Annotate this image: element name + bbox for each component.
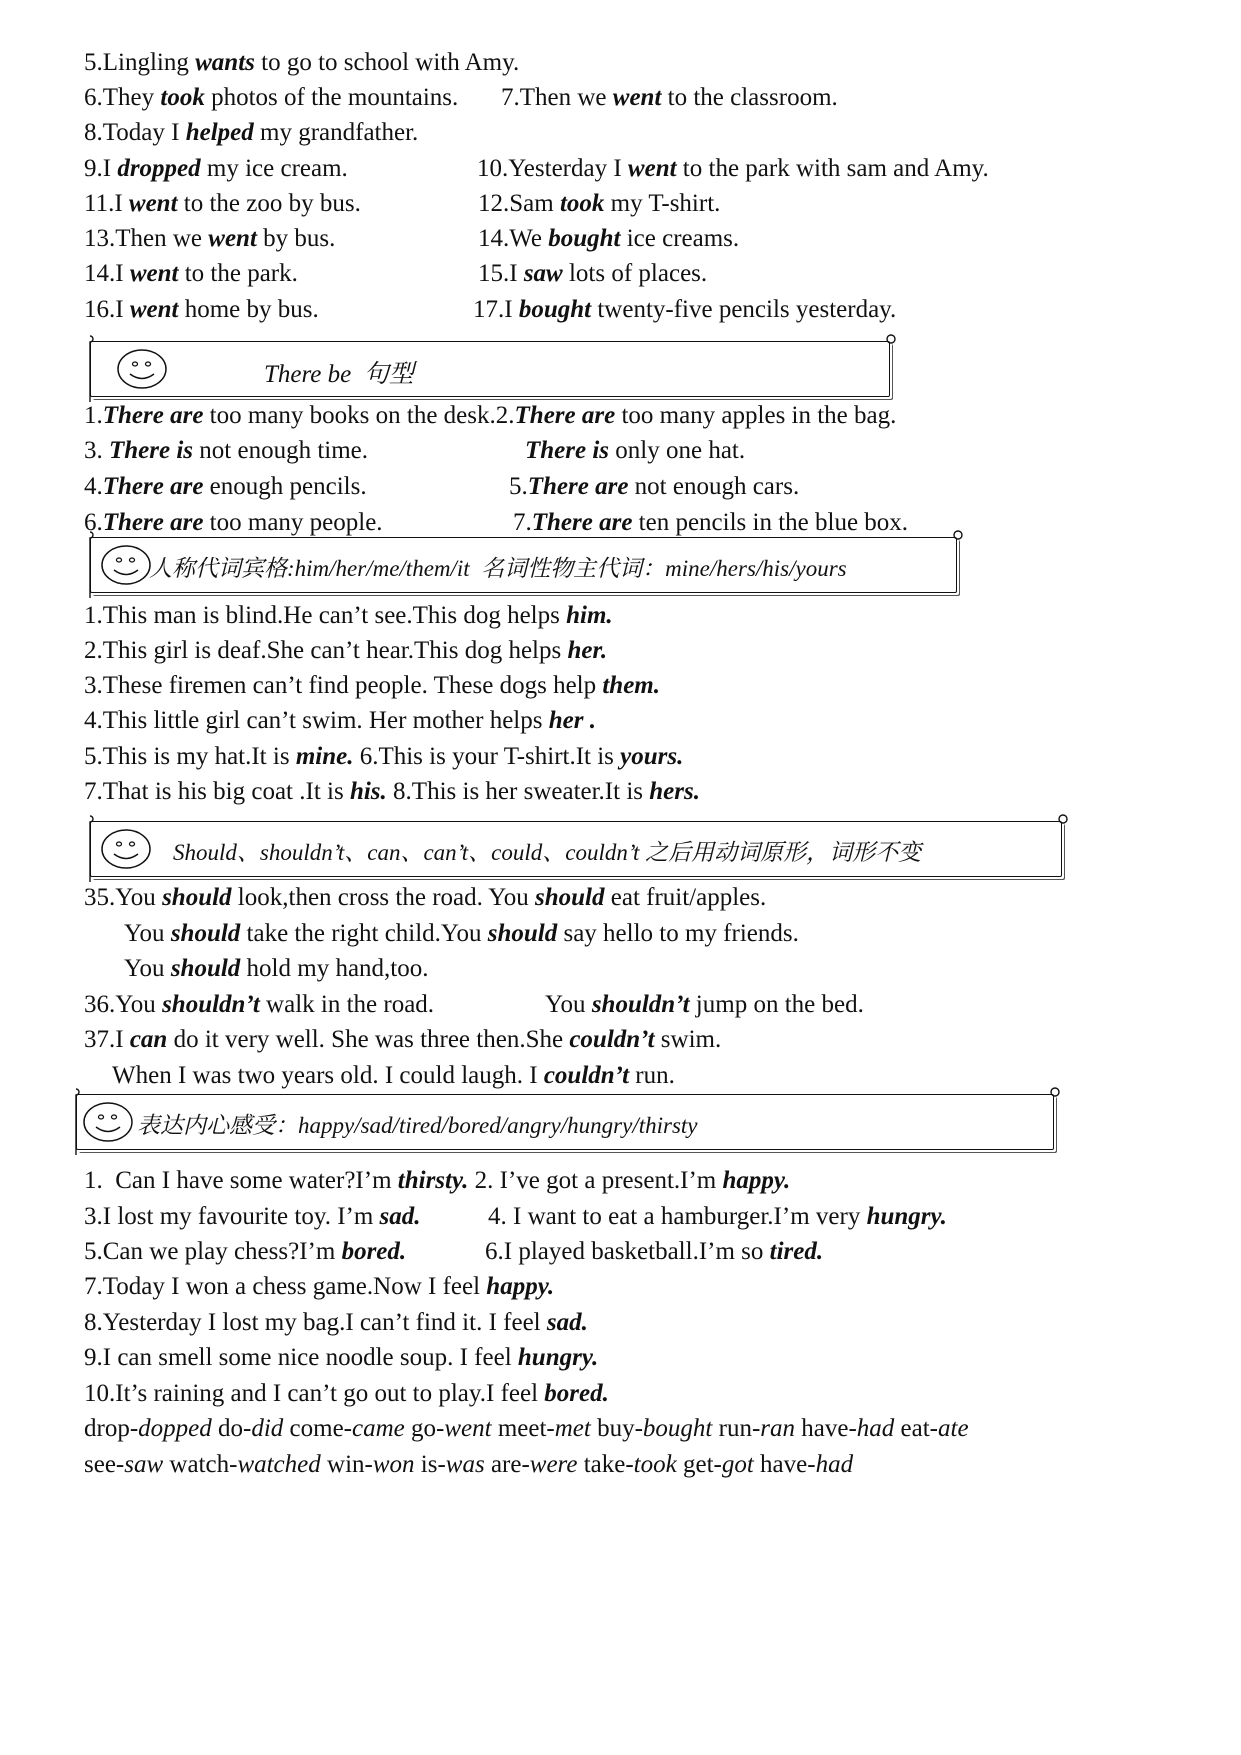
sentence-text: 7.Today I won a chess game.Now I feel <box>84 1273 487 1300</box>
smiley-face-icon <box>81 1100 135 1144</box>
sentence-line <box>84 1236 406 1268</box>
sentence-line <box>84 1307 588 1339</box>
sentence-text: 1. Can I have some water?I’m <box>84 1167 398 1194</box>
sentence-text: watch- <box>163 1451 238 1478</box>
sentence-text: only one hat. <box>609 437 746 464</box>
section-banner-there-be <box>90 341 890 397</box>
sentence-text: are- <box>484 1451 530 1478</box>
sentence-text: drop- <box>84 1415 139 1442</box>
answer-word: went <box>129 260 179 287</box>
sentence-text: do- <box>211 1415 252 1442</box>
sentence-line <box>124 953 428 985</box>
sentence-text: go- <box>404 1415 445 1442</box>
sentence-line <box>477 153 989 185</box>
answer-word: his. <box>349 778 387 805</box>
scroll-curl-icon <box>84 530 94 600</box>
sentence-line <box>513 507 908 539</box>
banner-title: There be 句型 <box>264 361 414 388</box>
sentence-text: too many apples in the bag. <box>615 402 897 429</box>
sentence-line <box>84 223 335 255</box>
sentence-line <box>84 882 766 914</box>
sentence-text: 6.This is your T-shirt.It is <box>353 743 621 770</box>
sentence-text: get- <box>676 1451 722 1478</box>
sentence-text: 4. I want to eat a hamburger.I’m very <box>488 1203 867 1230</box>
answer-word: went <box>612 84 662 111</box>
sentence-text: by bus. <box>256 225 336 252</box>
sentence-text: 8.Today I <box>84 119 186 146</box>
answer-word: happy. <box>722 1167 791 1194</box>
sentence-line <box>545 989 864 1021</box>
answer-word: should <box>170 955 241 982</box>
smiley-face-icon <box>99 827 153 871</box>
sentence-text: to the classroom. <box>661 84 838 111</box>
past-form-word: won <box>372 1451 415 1478</box>
sentence-text: come- <box>283 1415 353 1442</box>
sentence-line <box>84 435 368 467</box>
sentence-text: You <box>124 920 171 947</box>
answer-word: mine. <box>295 743 354 770</box>
answer-word: shouldn’t <box>162 991 260 1018</box>
sentence-text: 4.This little girl can’t swim. Her mother helps <box>84 707 549 734</box>
sentence-text: 37.I <box>84 1026 130 1053</box>
sentence-text: 2.This girl is deaf.She can’t hear.This dog helps <box>84 637 568 664</box>
sentence-line <box>84 1165 790 1197</box>
past-form-word: bought <box>642 1415 713 1442</box>
sentence-text: buy- <box>590 1415 643 1442</box>
answer-word: bored. <box>341 1238 407 1265</box>
sentence-line <box>84 705 596 737</box>
answer-word: hungry. <box>517 1344 599 1371</box>
sentence-line <box>84 1024 721 1056</box>
sentence-line <box>478 223 739 255</box>
sentence-text: 35.You <box>84 884 163 911</box>
answer-word: him. <box>566 602 613 629</box>
answer-word: There is <box>525 437 610 464</box>
past-form-word: was <box>445 1451 485 1478</box>
sentence-line <box>84 258 298 290</box>
answer-word: tired. <box>769 1238 824 1265</box>
answer-word: her . <box>548 707 596 734</box>
sentence-text: take- <box>577 1451 634 1478</box>
answer-word: should <box>162 884 232 911</box>
sentence-text: to the park. <box>178 260 298 287</box>
sentence-text: have- <box>753 1451 816 1478</box>
answer-word: went <box>129 296 179 323</box>
past-form-word: took <box>633 1451 677 1478</box>
past-form-word: watched <box>237 1451 321 1478</box>
sentence-line <box>84 1271 554 1303</box>
answer-word: dropped <box>117 155 201 182</box>
sentence-text: 7. <box>513 509 532 536</box>
sentence-line <box>488 1201 947 1233</box>
sentence-line <box>84 471 367 503</box>
sentence-text: 8.This is her sweater.It is <box>386 778 650 805</box>
sentence-text: You <box>545 991 592 1018</box>
answer-word: There are <box>514 402 616 429</box>
answer-word: saw <box>523 260 563 287</box>
sentence-text: not enough cars. <box>628 473 800 500</box>
answer-word: There are <box>102 402 204 429</box>
sentence-text: 4. <box>84 473 103 500</box>
past-form-word: ran <box>760 1415 796 1442</box>
answer-word: There are <box>102 509 204 536</box>
answer-word: took <box>559 190 605 217</box>
sentence-text: my ice cream. <box>200 155 348 182</box>
sentence-text: 7.Then we <box>501 84 613 111</box>
sentence-text: swim. <box>654 1026 722 1053</box>
sentence-text: enough pencils. <box>203 473 367 500</box>
sentence-text: not enough time. <box>193 437 369 464</box>
sentence-text: 6.They <box>84 84 161 111</box>
answer-word: sad. <box>379 1203 421 1230</box>
answer-word: took <box>160 84 205 111</box>
sentence-text: see- <box>84 1451 125 1478</box>
scroll-curl-icon <box>952 529 964 543</box>
sentence-text: 5.Can we play chess?I’m <box>84 1238 342 1265</box>
verb-forms-line <box>84 1413 969 1445</box>
sentence-text: 5.This is my hat.It is <box>84 743 296 770</box>
sentence-text: 3.These firemen can’t find people. These dogs help <box>84 672 603 699</box>
scroll-curl-icon <box>1057 813 1069 827</box>
sentence-text: meet- <box>491 1415 555 1442</box>
sentence-line <box>84 1378 609 1410</box>
answer-word: couldn’t <box>543 1062 630 1089</box>
sentence-line <box>84 1201 421 1233</box>
sentence-text: 10.It’s raining and I can’t go out to play.I feel <box>84 1380 545 1407</box>
sentence-text: photos of the mountains. <box>204 84 459 111</box>
sentence-line <box>478 188 720 220</box>
sentence-text: win- <box>320 1451 373 1478</box>
sentence-line <box>84 117 418 149</box>
sentence-text: to the park with sam and Amy. <box>676 155 989 182</box>
sentence-text: 8.Yesterday I lost my bag.I can’t find it. I feel <box>84 1309 547 1336</box>
sentence-text: 5.Lingling <box>84 49 196 76</box>
sentence-text: 9.I <box>84 155 118 182</box>
answer-word: wants <box>195 49 255 76</box>
sentence-line <box>84 507 383 539</box>
past-form-word: had <box>815 1451 854 1478</box>
sentence-text: 13.Then we <box>84 225 209 252</box>
past-form-word: saw <box>124 1451 164 1478</box>
answer-word: went <box>208 225 257 252</box>
past-form-word: ate <box>938 1415 969 1442</box>
sentence-text: 3. <box>84 437 109 464</box>
scroll-curl-icon <box>885 333 897 347</box>
answer-word: There are <box>531 509 633 536</box>
sentence-text: You <box>124 955 171 982</box>
sentence-text: look,then cross the road. You <box>231 884 536 911</box>
sentence-text: is- <box>414 1451 446 1478</box>
sentence-text: 36.You <box>84 991 163 1018</box>
sentence-text: 2. I’ve got a present.I’m <box>468 1167 723 1194</box>
sentence-line <box>84 47 519 79</box>
sentence-text: ten pencils in the blue box. <box>632 509 909 536</box>
answer-word: happy. <box>486 1273 555 1300</box>
section-banner-feelings <box>76 1094 1054 1150</box>
answer-word: should <box>535 884 605 911</box>
sentence-text: too many books on the desk.2. <box>203 402 515 429</box>
answer-word: hers. <box>649 778 700 805</box>
sentence-text: 15.I <box>478 260 524 287</box>
sentence-text: take the right child.You <box>240 920 488 947</box>
sentence-text: 5. <box>509 473 528 500</box>
sentence-text: 11.I <box>84 190 129 217</box>
sentence-text: 6.I played basketball.I’m so <box>485 1238 770 1265</box>
sentence-line <box>84 989 434 1021</box>
sentence-line <box>525 435 745 467</box>
sentence-line <box>84 670 660 702</box>
sentence-text: 10.Yesterday I <box>477 155 628 182</box>
scroll-curl-icon <box>1049 1086 1061 1100</box>
sentence-text: 7.That is his big coat .It is <box>84 778 350 805</box>
answer-word: bored. <box>544 1380 609 1407</box>
sentence-text: twenty-five pencils yesterday. <box>591 296 897 323</box>
sentence-line <box>485 1236 823 1268</box>
scroll-curl-icon <box>84 334 94 404</box>
sentence-text: jump on the bed. <box>689 991 864 1018</box>
sentence-text: run- <box>712 1415 761 1442</box>
sentence-line <box>501 82 838 114</box>
smiley-face-icon <box>99 543 153 587</box>
answer-word: her. <box>567 637 608 664</box>
sentence-line <box>84 1342 598 1374</box>
answer-word: them. <box>602 672 661 699</box>
past-form-word: dopped <box>138 1415 212 1442</box>
answer-word: thirsty. <box>397 1167 469 1194</box>
verb-forms-line <box>84 1449 853 1481</box>
sentence-line <box>84 600 613 632</box>
sentence-line <box>112 1060 675 1092</box>
sentence-line <box>84 153 348 185</box>
past-form-word: came <box>352 1415 405 1442</box>
sentence-line <box>84 400 896 432</box>
answer-word: There are <box>527 473 629 500</box>
sentence-text: 16.I <box>84 296 130 323</box>
answer-word: There are <box>102 473 204 500</box>
sentence-text: my T-shirt. <box>604 190 721 217</box>
sentence-text: 14.We <box>478 225 549 252</box>
sentence-text: hold my hand,too. <box>240 955 429 982</box>
sentence-text: my grandfather. <box>253 119 419 146</box>
sentence-line <box>84 82 458 114</box>
sentence-text: 17.I <box>473 296 519 323</box>
sentence-text: to go to school with Amy. <box>254 49 520 76</box>
sentence-text: 9.I can smell some nice noodle soup. I feel <box>84 1344 518 1371</box>
answer-word: should <box>487 920 558 947</box>
sentence-text: 14.I <box>84 260 130 287</box>
sentence-line <box>124 918 799 950</box>
past-form-word: went <box>444 1415 492 1442</box>
sentence-line <box>84 294 319 326</box>
sentence-line <box>84 741 683 773</box>
sentence-text: ice creams. <box>620 225 740 252</box>
sentence-text: do it very well. She was three then.She <box>167 1026 570 1053</box>
section-banner-modal-verbs <box>90 821 1062 877</box>
sentence-text: home by bus. <box>178 296 319 323</box>
sentence-text: lots of places. <box>562 260 708 287</box>
answer-word: yours. <box>620 743 684 770</box>
sentence-text: to the zoo by bus. <box>177 190 361 217</box>
answer-word: bought <box>548 225 621 252</box>
sentence-text: say hello to my friends. <box>557 920 799 947</box>
sentence-text: 12.Sam <box>478 190 560 217</box>
sentence-text: 3.I lost my favourite toy. I’m <box>84 1203 380 1230</box>
section-banner-pronouns <box>90 537 957 593</box>
answer-word: couldn’t <box>569 1026 655 1053</box>
scroll-curl-icon <box>70 1087 80 1157</box>
answer-word: hungry. <box>866 1203 947 1230</box>
answer-word: helped <box>185 119 254 146</box>
sentence-line <box>478 258 707 290</box>
sentence-text: eat fruit/apples. <box>604 884 767 911</box>
answer-word: There is <box>109 437 194 464</box>
past-form-word: did <box>251 1415 284 1442</box>
banner-title: 表达内心感受：happy/sad/tired/bored/angry/hungry/thirsty <box>137 1113 698 1138</box>
banner-title: Should、shouldn’t、can、can’t、could、couldn’t 之后用动词原形，词形不变 <box>173 840 922 865</box>
sentence-line <box>84 188 361 220</box>
sentence-text: run. <box>629 1062 675 1089</box>
scroll-curl-icon <box>84 814 94 884</box>
past-form-word: got <box>721 1451 754 1478</box>
answer-word: bought <box>518 296 592 323</box>
sentence-text: eat- <box>894 1415 939 1442</box>
answer-word: should <box>170 920 241 947</box>
smiley-face-icon <box>115 347 169 391</box>
sentence-line <box>509 471 799 503</box>
sentence-text: When I was two years old. I could laugh. I <box>112 1062 544 1089</box>
sentence-text: walk in the road. <box>259 991 435 1018</box>
sentence-text: 1. <box>84 402 103 429</box>
sentence-line <box>473 294 896 326</box>
sentence-text: 6. <box>84 509 103 536</box>
answer-word: went <box>627 155 677 182</box>
answer-word: shouldn’t <box>591 991 690 1018</box>
sentence-text: too many people. <box>203 509 383 536</box>
banner-title: 人称代词宾格:him/her/me/them/it 名词性物主代词：mine/hers/his/yours <box>149 556 847 581</box>
answer-word: went <box>128 190 178 217</box>
sentence-text: 1.This man is blind.He can’t see.This dog helps <box>84 602 567 629</box>
answer-word: can <box>129 1026 168 1053</box>
answer-word: sad. <box>546 1309 588 1336</box>
past-form-word: met <box>554 1415 591 1442</box>
past-form-word: had <box>856 1415 895 1442</box>
sentence-line <box>84 635 607 667</box>
sentence-line <box>84 776 700 808</box>
past-form-word: were <box>529 1451 578 1478</box>
sentence-text: have- <box>795 1415 857 1442</box>
